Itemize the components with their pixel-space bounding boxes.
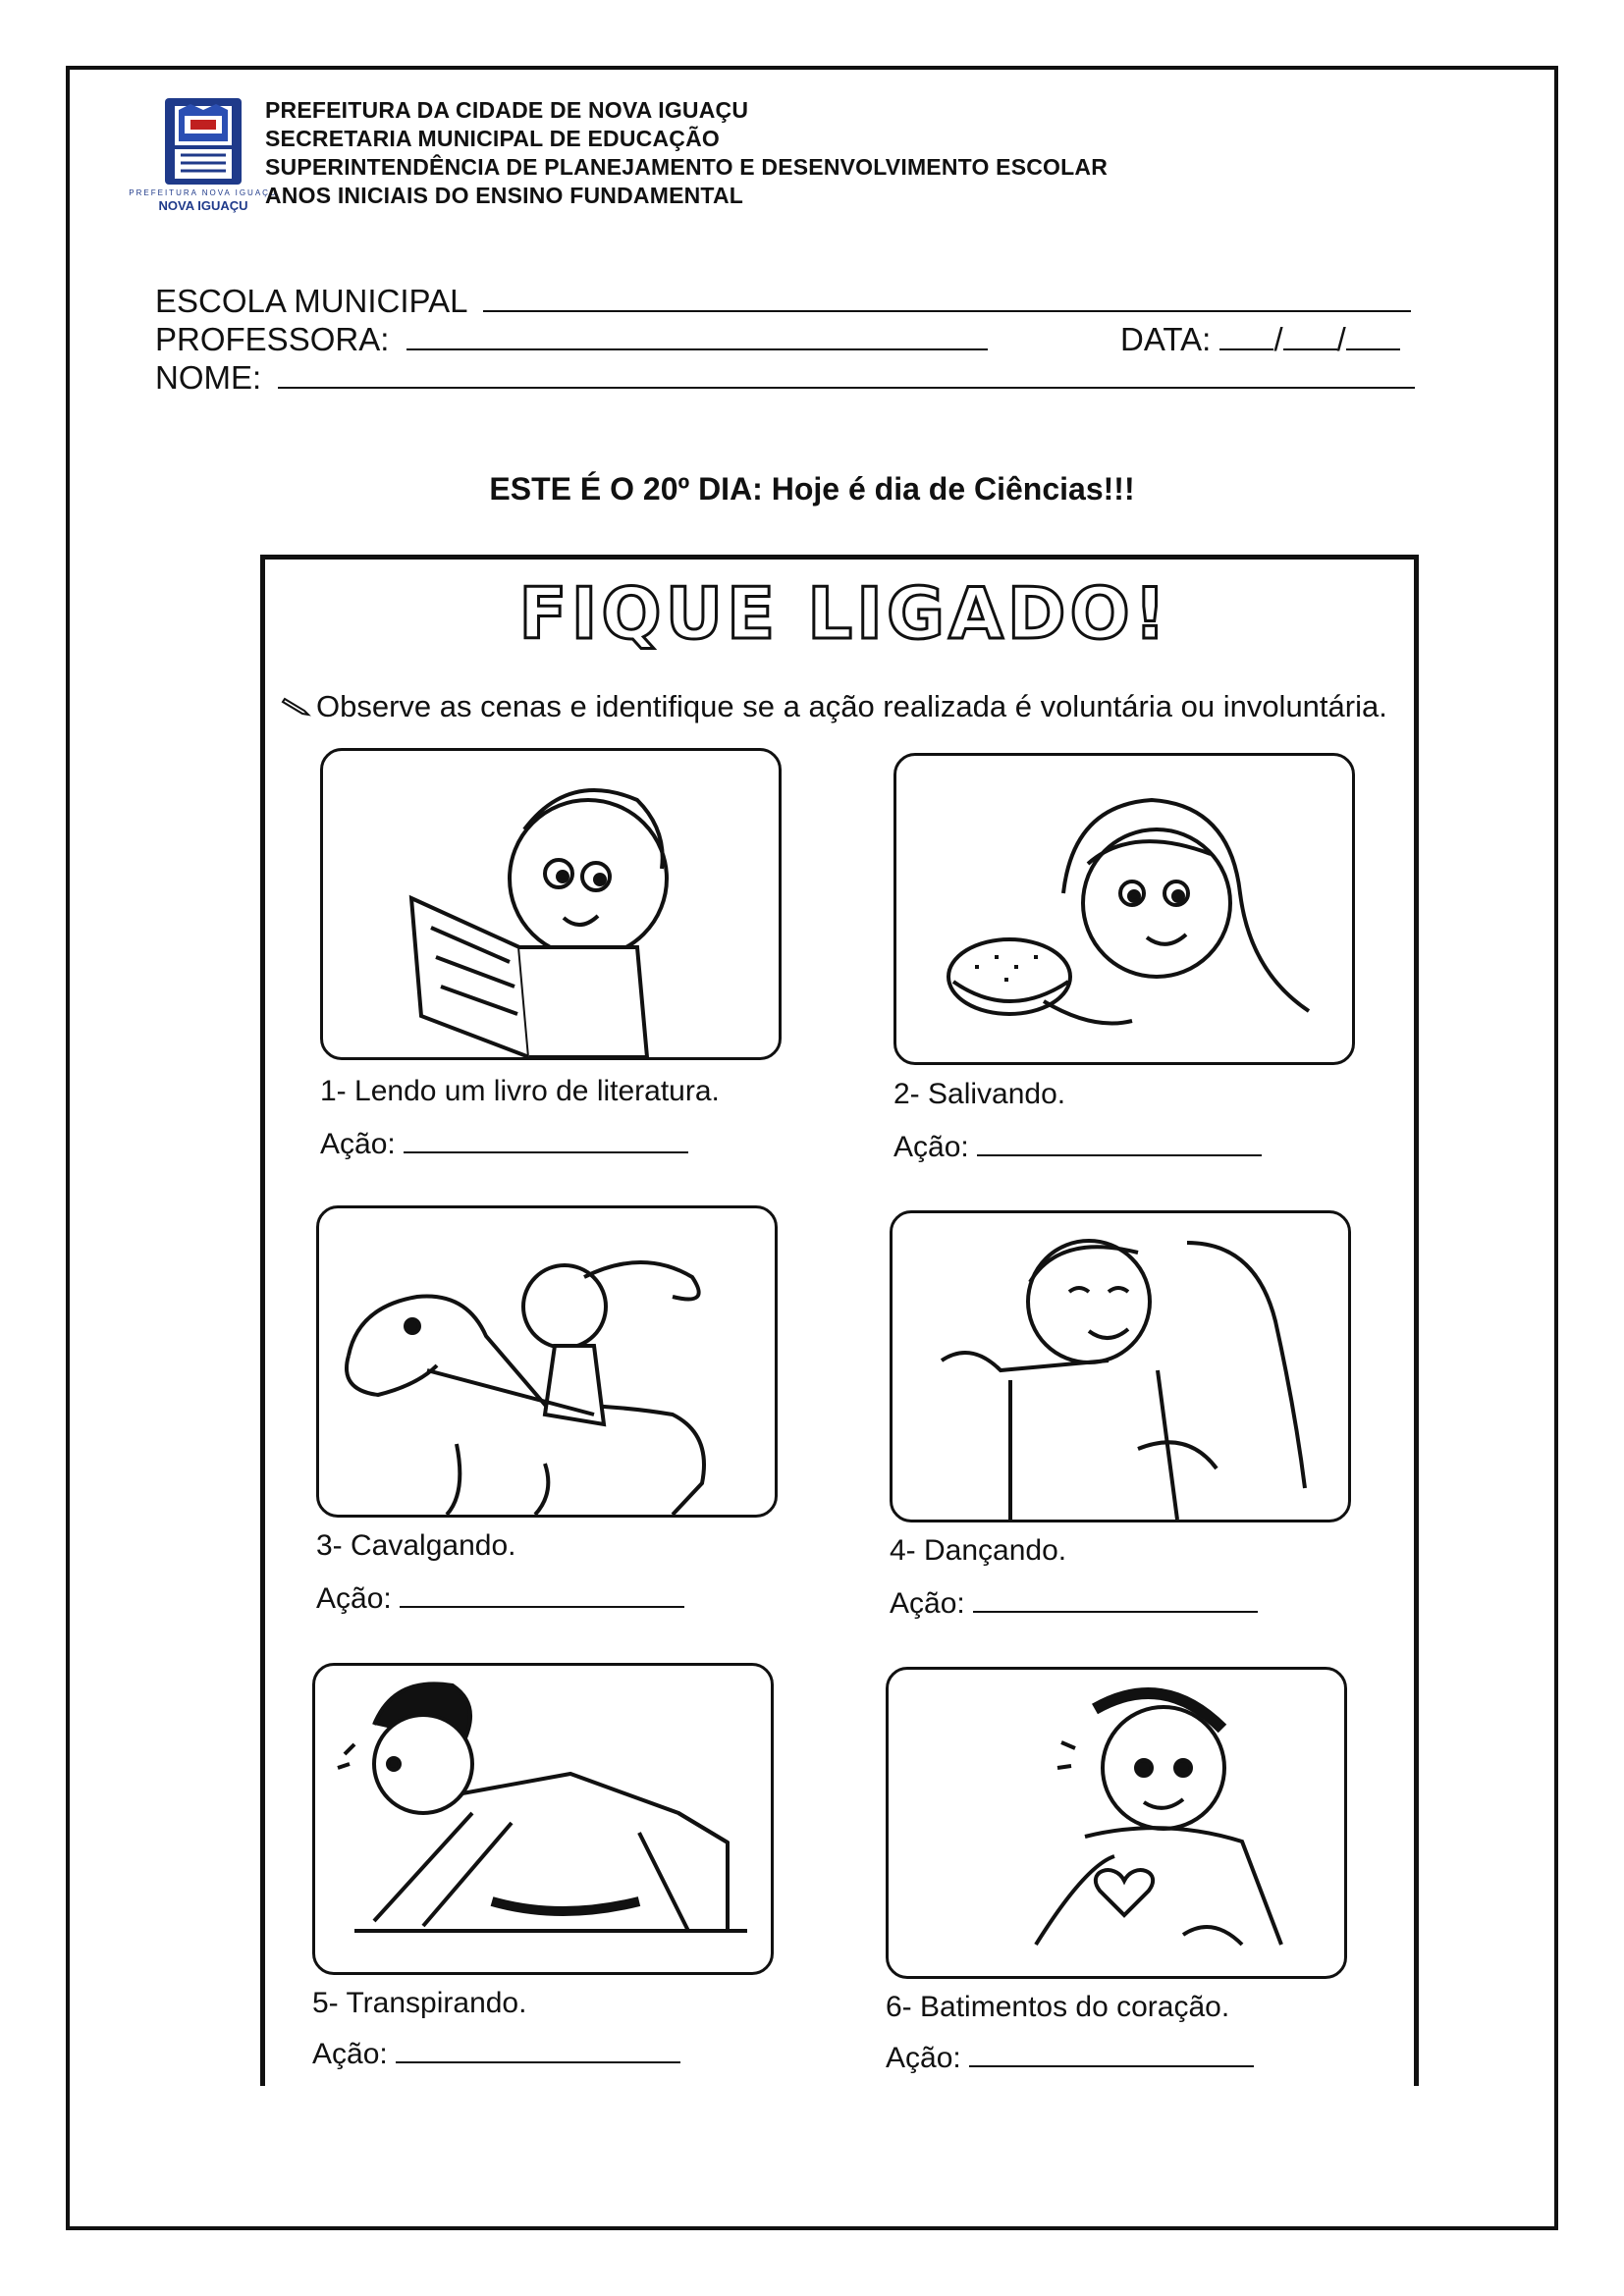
boy-doing-pushups-illustration [315, 1666, 771, 1972]
girl-riding-horse-illustration [319, 1208, 775, 1515]
teacher-label: PROFESSORA: [155, 321, 390, 357]
scene-6-action-label: Ação: [886, 2042, 961, 2074]
boy-reading-book-illustration [323, 751, 779, 1057]
scene-2-action-label: Ação: [893, 1131, 969, 1163]
scene-4-picture [890, 1210, 1351, 1522]
girl-eating-sandwich-illustration [896, 756, 1352, 1062]
scene-2-answer-line[interactable] [977, 1129, 1262, 1156]
scene-3-caption: 3- Cavalgando. [316, 1529, 516, 1562]
scene-4-answer [890, 1585, 1258, 1621]
svg-text:NOVA IGUAÇU: NOVA IGUAÇU [158, 198, 248, 213]
header-line-superintendence: SUPERINTENDÊNCIA DE PLANEJAMENTO E DESENVOLVIMENTO ESCOLAR [265, 154, 1109, 180]
scene-6-picture [886, 1667, 1347, 1979]
scene-1-caption: 1- Lendo um livro de literatura. [320, 1075, 720, 1107]
header-institution-lines [265, 96, 1108, 210]
scene-6-answer-line[interactable] [969, 2040, 1254, 2067]
name-row [155, 357, 1422, 396]
scene-1-answer [320, 1126, 688, 1161]
prefeitura-logo [129, 96, 278, 214]
svg-text:FIQUE LIGADO!: FIQUE LIGADO! [518, 572, 1170, 655]
worksheet [260, 555, 1419, 2086]
school-label: ESCOLA MUNICIPAL [155, 283, 467, 319]
scene-6-caption: 6- Batimentos do coração. [886, 1991, 1230, 2023]
date-day-field[interactable] [1219, 319, 1273, 350]
scene-4-action-label: Ação: [890, 1587, 965, 1620]
scene-2-caption: 2- Salivando. [893, 1078, 1066, 1110]
header-line-secretariat: SECRETARIA MUNICIPAL DE EDUCAÇÃO [265, 126, 721, 151]
scene-5-answer [312, 2036, 680, 2071]
name-field[interactable] [278, 357, 1415, 389]
scene-1-answer-line[interactable] [404, 1126, 688, 1153]
student-form [155, 281, 1422, 396]
day-title: ESTE É O 20º DIA: Hoje é dia de Ciências!!! [489, 471, 1135, 507]
date-year-field[interactable] [1346, 319, 1400, 350]
date-month-field[interactable] [1283, 319, 1337, 350]
scene-2-picture [893, 753, 1355, 1065]
scene-5-action-label: Ação: [312, 2038, 388, 2070]
scene-1-picture [320, 748, 782, 1060]
teacher-field[interactable] [406, 319, 988, 350]
scene-3-picture [316, 1205, 778, 1518]
scene-5-picture [312, 1663, 774, 1975]
instruction-text: Observe as cenas e identifique se a ação realizada é voluntária ou involuntária. [316, 689, 1387, 723]
scene-1-action-label: Ação: [320, 1128, 396, 1160]
scene-5-caption: 5- Transpirando. [312, 1987, 527, 2019]
header-line-level: ANOS INICIAIS DO ENSINO FUNDAMENTAL [265, 183, 744, 208]
boy-and-girl-dancing-illustration [893, 1213, 1348, 1520]
boy-heart-beating-illustration [889, 1670, 1344, 1976]
header-line-city: PREFEITURA DA CIDADE DE NOVA IGUAÇU [265, 97, 749, 123]
scene-3-answer [316, 1580, 684, 1616]
scene-6-answer [886, 2040, 1254, 2075]
date-field-group: DATA: / / [1120, 319, 1400, 358]
name-label: NOME: [155, 359, 262, 396]
worksheet-title [518, 572, 1170, 655]
scene-5-answer-line[interactable] [396, 2036, 680, 2063]
pencil-icon [283, 695, 310, 717]
scene-4-caption: 4- Dançando. [890, 1534, 1067, 1567]
instruction [283, 689, 1387, 724]
teacher-row [155, 319, 1422, 357]
svg-text:PREFEITURA NOVA IGUAÇU: PREFEITURA NOVA IGUAÇU [129, 188, 278, 197]
school-row [155, 281, 1422, 319]
scene-2-answer [893, 1129, 1262, 1164]
scene-3-action-label: Ação: [316, 1582, 392, 1615]
scene-4-answer-line[interactable] [973, 1585, 1258, 1613]
school-field[interactable] [483, 281, 1411, 312]
date-label: DATA: [1120, 321, 1212, 357]
scene-3-answer-line[interactable] [400, 1580, 684, 1608]
